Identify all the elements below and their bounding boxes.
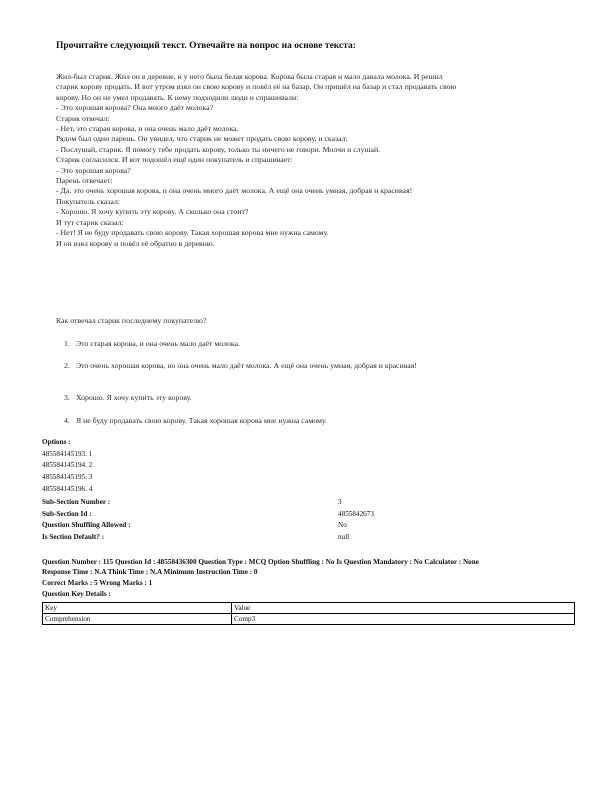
passage-line: - Да, это очень хорошая корова, и она очень много даёт молока. А ещё она очень умная, добрая и красивая! <box>56 186 413 196</box>
table-row <box>43 603 575 614</box>
option-text: Это старая корова, и она очень мало даёт молока. <box>75 339 240 348</box>
passage-line: - Хорошо. Я хочу купить эту корову. А сколько она стоит? <box>56 207 249 217</box>
answer-option-2[interactable] <box>64 361 462 371</box>
option-id: 485584145196. 4 <box>42 485 93 493</box>
passage-line: - Нет, это старая корова, и она очень мало даёт молока. <box>56 124 239 134</box>
option-number: 1. <box>64 339 70 348</box>
option-number: 2. <box>64 361 70 370</box>
option-id: 485584145193. 1 <box>42 450 93 458</box>
question-text: Как отвечал старик последнему покупателю? <box>56 316 207 325</box>
option-number: 3. <box>64 393 70 402</box>
passage-line: И тут старик сказал: <box>56 217 124 227</box>
subsection-id-label: Sub-Section Id : <box>42 510 92 518</box>
answer-option-1[interactable] <box>64 339 462 349</box>
options-label: Options : <box>42 438 71 446</box>
shuffle-allowed-value: No <box>338 521 347 529</box>
passage-line: Старик отвечал: <box>56 113 110 123</box>
passage-line: Жил-был старик. Жил он в деревне, и у него была белая корова. Корова была старая и мало давала молока. И решил старик корову продать. И вот утром взял он свою корову и повёл её на базар. Он пришёл на базар и стал продавать свою корову. Но он не умел продавать. К нему подходили люди и спрашивали: <box>56 72 457 102</box>
passage-line: Покупатель сказал: <box>56 196 121 206</box>
value-cell: Comp3 <box>232 614 575 625</box>
value-header: Value <box>232 603 575 614</box>
section-default-label: Is Section Default? : <box>42 533 105 541</box>
subsection-id-value: 4855842673 <box>338 510 374 518</box>
table-row <box>43 614 575 625</box>
section-default-value: null <box>338 533 350 541</box>
passage-line: И он взял корову и повёл её обратно в деревню. <box>56 238 215 248</box>
passage-line: - Это хорошая корова? Она много даёт молока? <box>56 103 214 113</box>
option-text: Это очень хорошая корова, но она очень мало даёт молока. А ещё она очень умная, добрая и красивая! <box>75 361 417 370</box>
passage-line: - Это хорошая корова? <box>56 165 131 175</box>
instruction-heading: Прочитайте следующий текст. Отвечайте на вопрос на основе текста: <box>56 41 356 51</box>
reading-passage <box>56 72 466 249</box>
subsection-number-label: Sub-Section Number : <box>42 498 111 506</box>
passage-line: - Нет! Я не буду продавать свою корову. Такая хорошая корова мне нужна самому. <box>56 228 329 238</box>
passage-line: - Послушай, старик. Я помогу тебе продать корову, только ты ничего не говори. Молчи и слушай. <box>56 144 381 154</box>
passage-line: Старик согласился. И вот подошёл ещё один покупатель и спрашивает: <box>56 155 293 165</box>
subsection-number-value: 3 <box>338 498 342 506</box>
marks-meta-line: Correct Marks : 5 Wrong Marks : 1 <box>42 579 153 587</box>
question-meta-line: Question Number : 115 Question Id : 48558436300 Question Type : MCQ Option Shuffling : No Is Question Mandatory : No Calculator : None <box>42 558 479 566</box>
option-text: Я не буду продавать свою корову. Такая хорошая корова мне нужна самому. <box>75 416 328 425</box>
passage-line: Парень отвечает: <box>56 176 113 186</box>
option-text: Хорошо. Я хочу купить эту корову. <box>75 393 192 402</box>
key-header: Key <box>43 603 232 614</box>
timing-meta-line: Response Time : N.A Think Time : N.A Minimum Instruction Time : 0 <box>42 568 258 576</box>
option-id: 485584145195. 3 <box>42 473 93 481</box>
answer-option-3[interactable] <box>64 393 462 403</box>
option-number: 4. <box>64 416 70 425</box>
key-details-label: Question Key Details : <box>42 590 111 598</box>
answer-option-4[interactable] <box>64 416 462 426</box>
question-key-table <box>42 602 575 625</box>
passage-line: Рядом был один парень. Он увидел, что старик не может продать свою корову, и сказал: <box>56 134 348 144</box>
key-cell: Comprehension <box>43 614 232 625</box>
shuffle-allowed-label: Question Shuffling Allowed : <box>42 521 131 529</box>
option-id: 485584145194. 2 <box>42 461 93 469</box>
